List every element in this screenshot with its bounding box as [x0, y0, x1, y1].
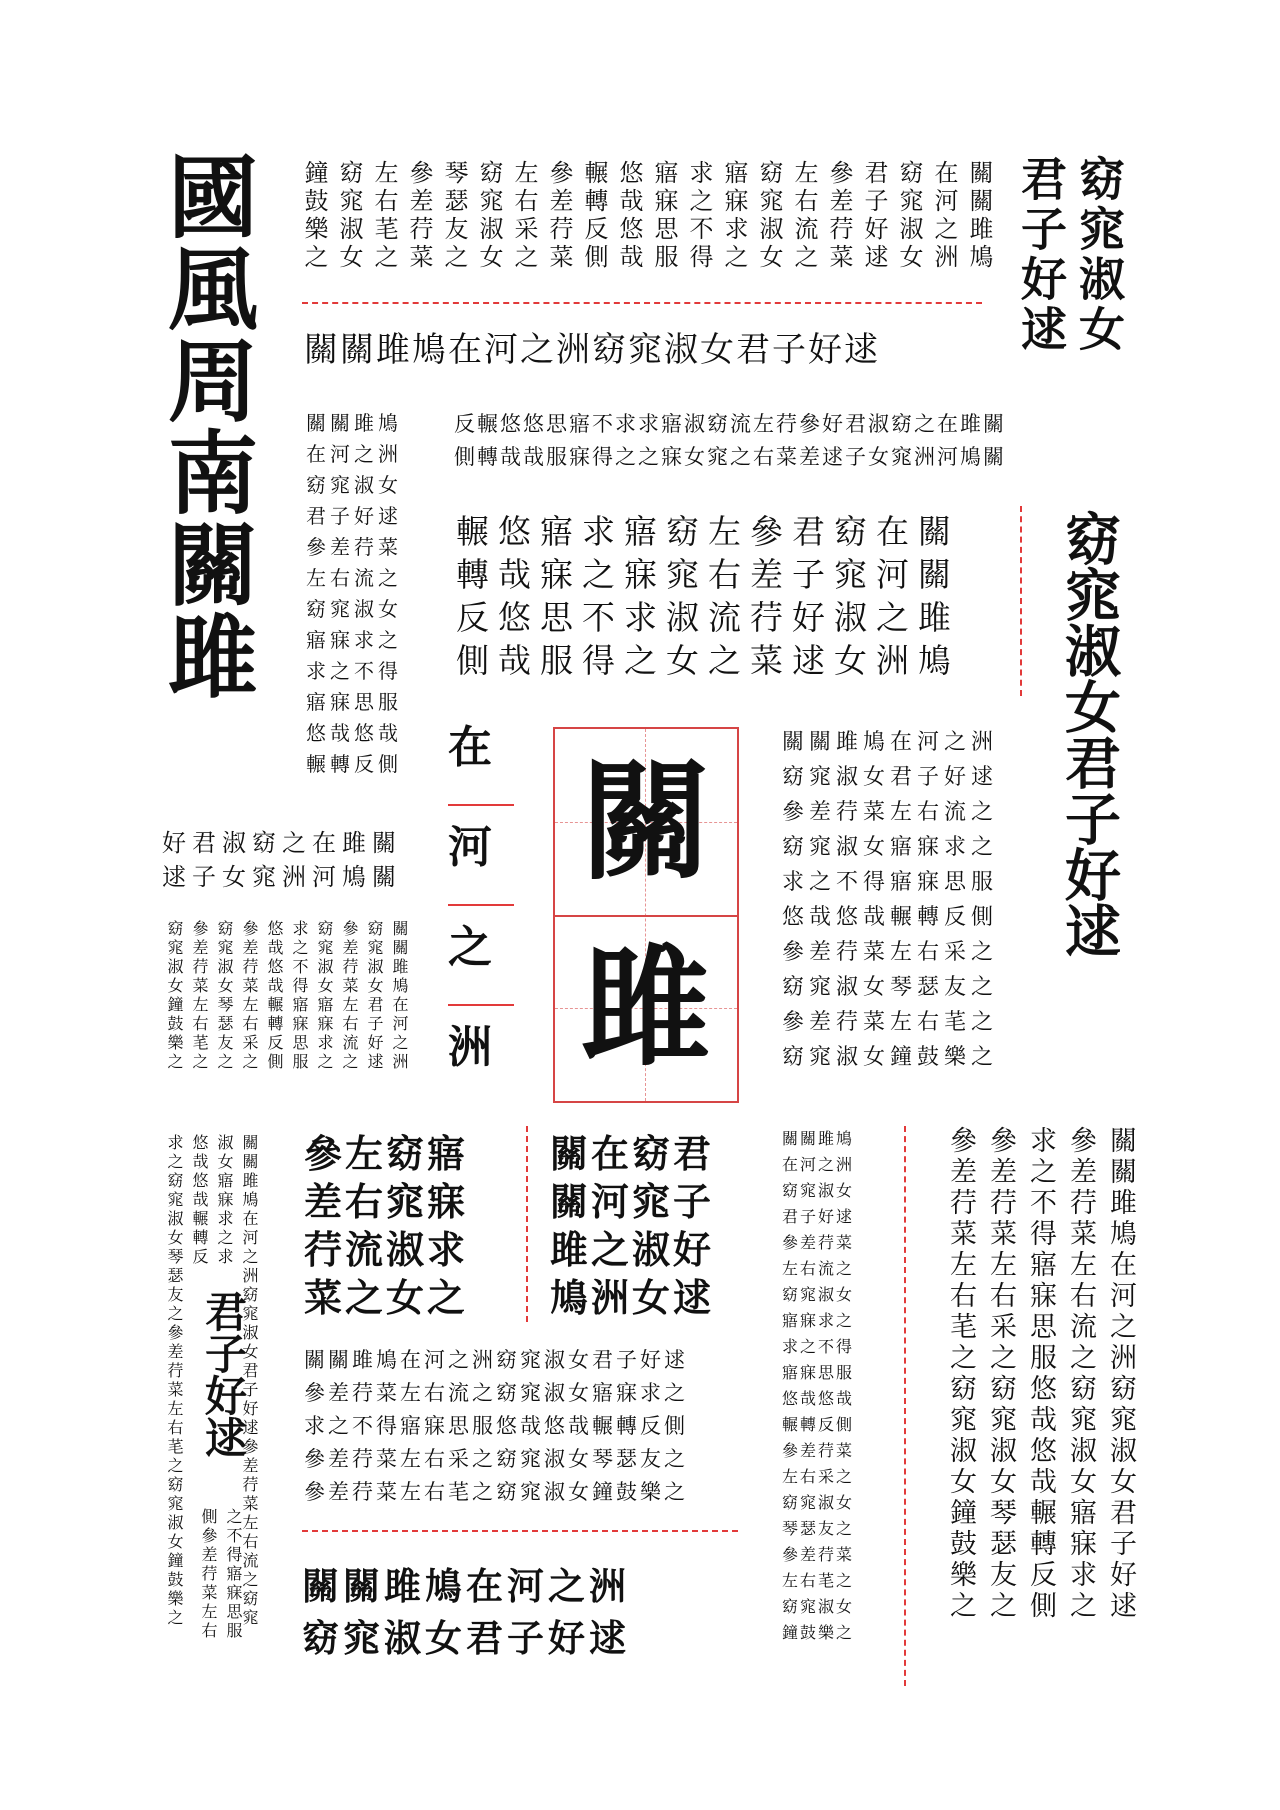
poster-title: 國風周南關雎 [152, 150, 258, 702]
divider-mid-right [1020, 506, 1022, 696]
verse-block-a: 參左窈寤 差右窕寐 荇流淑求 菜之女之 [304, 1131, 469, 1320]
middle-right-block: 關關雎鳩在河之洲 窈窕淑女君子好逑 參差荇菜左右流之 窈窕淑女寤寐求之 求之不得寤寐思服 悠哉悠哉輾轉反側 參差荇菜左右采之 窈窕淑女琴瑟友之 參差荇菜左右芼之 窈窕淑女鐘鼓樂之 [782, 730, 999, 1070]
top-right-verse: 窈窕淑女 君子好逑 [1014, 155, 1126, 355]
divider-right-columns [904, 1126, 906, 1686]
right-small-columns: 關關雎鳩 在河之洲 窈窕淑女 君子好逑 參差荇菜 左右流之 窈窕淑女 寤寐求之 求之不得 寤寐思服 悠哉悠哉 輾轉反側 參差荇菜 左右采之 窈窕淑女 琴瑟友之 參差荇菜 左右芼之 窈窕淑女 鐘鼓樂之 [782, 1129, 855, 1642]
top-poem-columns: 關關雎鳩 在河之洲 窈窕淑女 君子好逑 參差荇菜 左右流之 窈窕淑女 寤寐求之 求之不得 寤寐思服 悠哉悠哉 輾轉反側 參差荇菜 左右采之 窈窕淑女 琴瑟友之 參差荇菜 左右芼之 窈窕淑女 鐘鼓樂之 [300, 160, 993, 272]
middle-vertical-separator [448, 904, 514, 906]
lower-left-columns-secondary: 之不得寤寐思服 側參差荇菜左右 [199, 1508, 243, 1641]
middle-vertical-separator [448, 1004, 514, 1006]
character-grid [553, 727, 739, 1103]
main-line-text: 關關雎鳩在河之洲窈窕淑女君子好逑 [304, 330, 880, 370]
middle-vertical-separator [448, 804, 514, 806]
left-two-rows: 好君淑窈之在雎關 逑子女窕洲河鳩關 [162, 829, 402, 891]
left-small-block: 關關雎鳩 在河之洲 窈窕淑女 君子好逑 參差荇菜 左右流之 窈窕淑女 寤寐求之 求之不得 寤寐思服 悠哉悠哉 輾轉反側 [306, 411, 402, 776]
right-big-columns: 關關雎鳩在河之洲窈窕淑女君子好逑 參差荇菜左右流之窈窕淑女寤寐求之 求之不得寤寐思服悠哉悠哉輾轉反側 參差荇菜左右采之窈窕淑女琴瑟友之 參差荇菜左右芼之窈窕淑女鐘鼓樂之 [945, 1126, 1136, 1622]
bottom-big-verse: 關關雎鳩在河之洲 窈窕淑女君子好逑 [302, 1564, 630, 1660]
grid-character: 關 [580, 745, 711, 898]
middle-vertical-char: 洲 [448, 1022, 492, 1073]
left-small-columns: 關關雎鳩在河之洲 窈窕淑女君子好逑 參差荇菜左右流之 窈窕淑女寤寐求之 求之不得寤寐思服 悠哉悠哉輾轉反側 參差荇菜左右采之 窈窕淑女琴瑟友之 參差荇菜左右芼之 窈窕淑女鐘鼓樂之 [165, 920, 409, 1072]
reversed-rows: 反輾悠悠思寤不求求寤淑窈流左荇參好君淑窈之在雎關 側轉哉哉服寐得之之寐女窕之右菜差逑子女窕洲河鳩關 [454, 412, 1006, 469]
lower-left-columns: 關關雎鳩在河之洲窈窕淑女君子好逑參差荇菜左右流之窈窕 淑女寤寐求之求 悠哉悠哉輾轉反 求之窈窕淑女琴瑟友之參差荇菜左右芼之窈窕淑女鐘鼓樂之 [165, 1134, 259, 1628]
verse-block-b: 關在窈君 關河窕子 雎之淑好 鳩洲女逑 [550, 1131, 715, 1320]
middle-vertical-char: 河 [448, 822, 492, 873]
divider-bottom [302, 1530, 738, 1532]
divider-blocks [526, 1126, 528, 1322]
divider-top [302, 302, 982, 304]
wide-small-block: 關關雎鳩在河之洲窈窕淑女君子好逑 參差荇菜左右流之窈窕淑女寤寐求之 求之不得寤寐思服悠哉悠哉輾轉反側 參差荇菜左右采之窈窕淑女琴瑟友之 參差荇菜左右芼之窈窕淑女鐘鼓樂之 [304, 1348, 688, 1504]
right-vertical-verse: 窈窕淑女君子好逑 [1056, 510, 1122, 958]
lower-left-big-verse: 君子好逑 [199, 1290, 248, 1458]
middle-vertical-char: 在 [448, 722, 492, 773]
middle-vertical-char: 之 [448, 922, 492, 973]
grid-character: 雎 [580, 931, 711, 1084]
middle-block: 輾悠寤求寤窈左參君窈在關 轉哉寐之寐窕右差子窕河關 反悠思不求淑流荇好淑之雎 側哉服得之女之菜逑女洲鳩 [456, 512, 960, 680]
